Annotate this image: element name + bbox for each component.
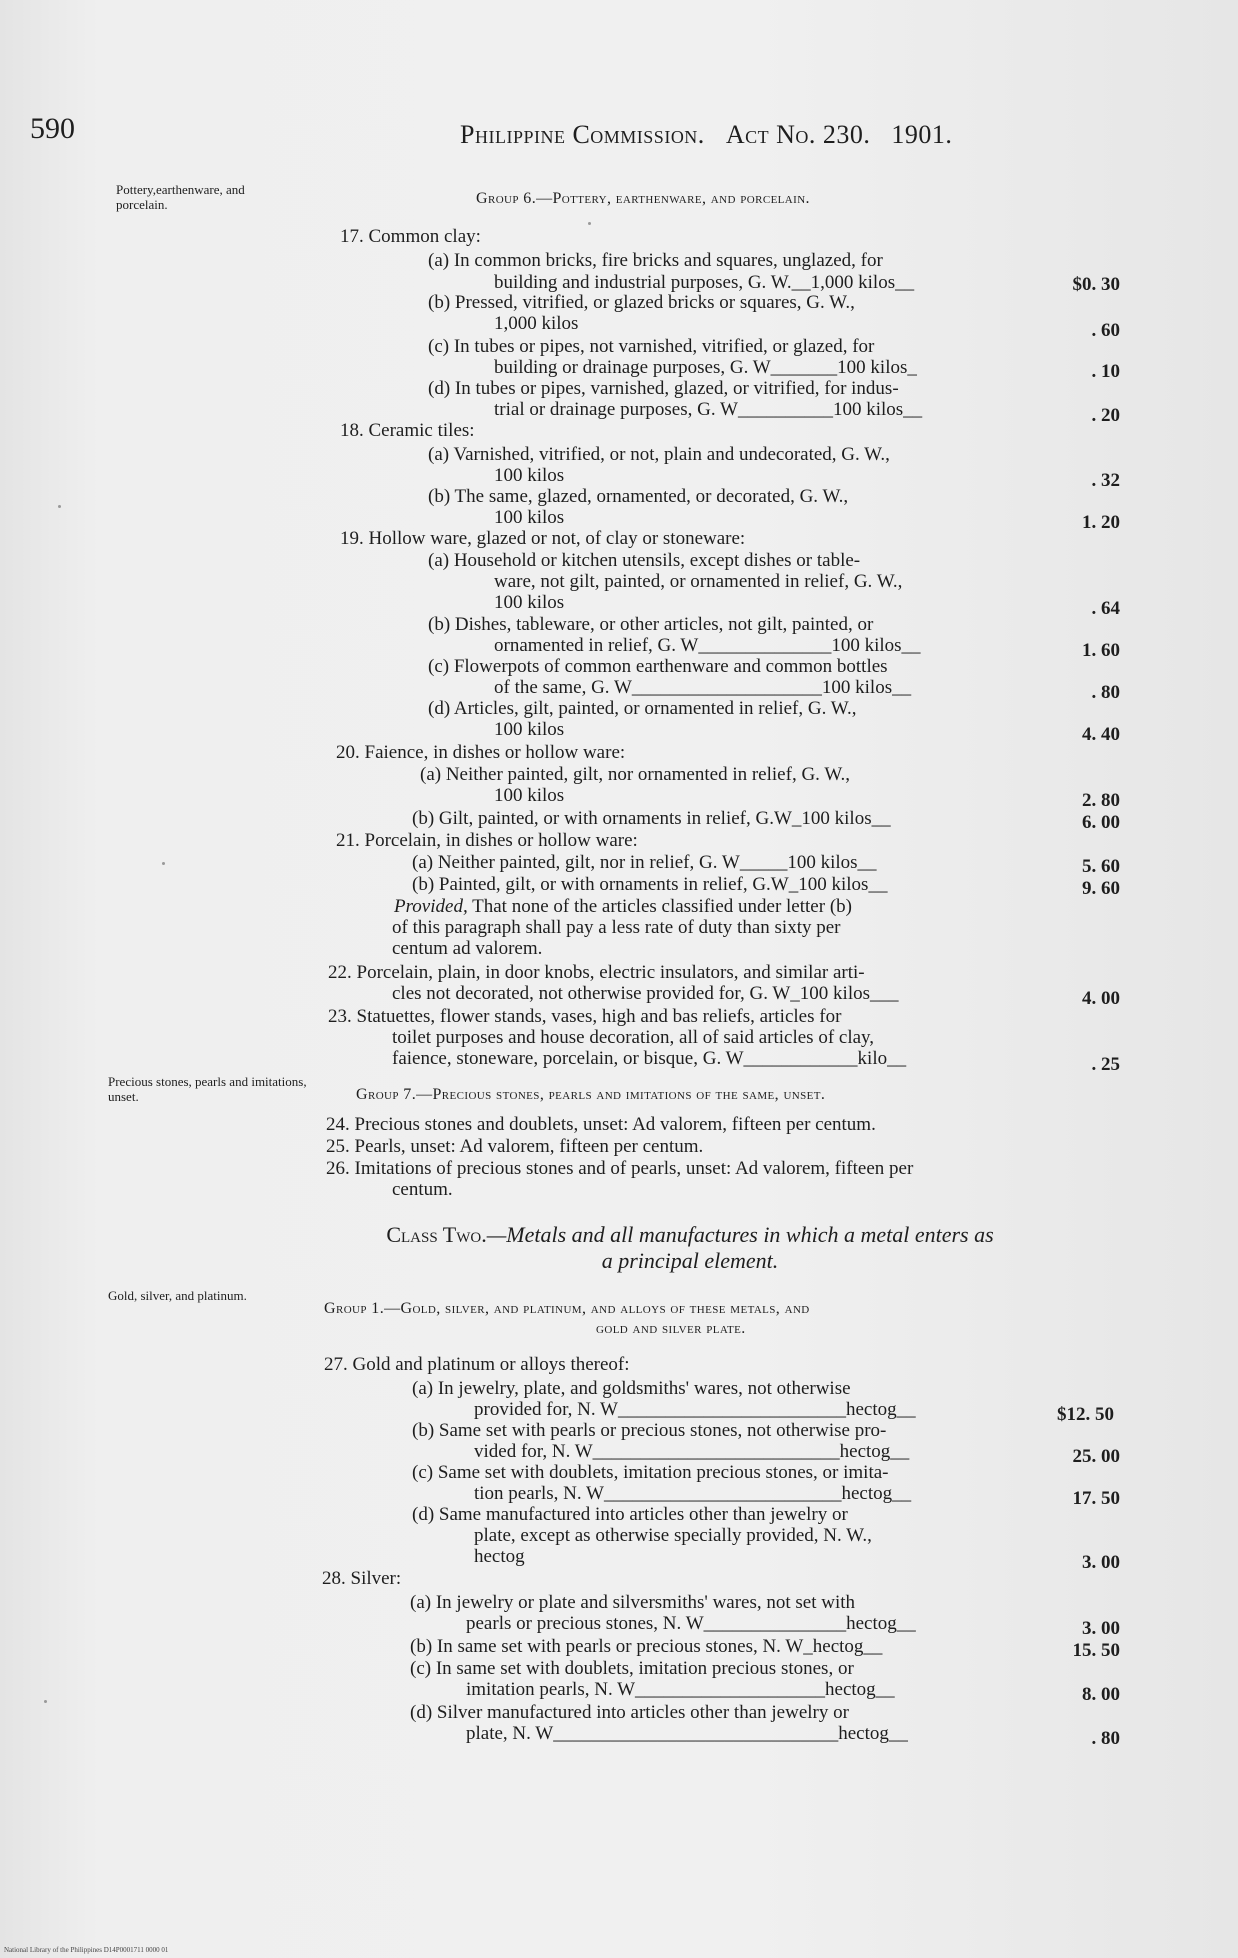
scan-speck (44, 1700, 47, 1703)
proviso-text-1: That none of the articles classified under letter (b) (472, 896, 852, 917)
scan-speck (588, 222, 591, 225)
running-head-year: 1901. (891, 120, 953, 149)
item-17c-rate: . 10 (1091, 361, 1120, 382)
item-27c-line2: tion pearls, N. W_________________________hectog__ (474, 1483, 912, 1504)
proviso-line3: centum ad valorem. (392, 938, 543, 959)
item-28b-line1: (b) In same set with pearls or precious stones, N. W_hectog__ (410, 1636, 883, 1657)
item-27: 27. Gold and platinum or alloys thereof: (324, 1354, 630, 1375)
running-head-title: Philippine Commission. (460, 120, 705, 149)
item-27a-rate: $12. 50 (1057, 1404, 1114, 1425)
item-27c-rate: 17. 50 (1072, 1488, 1120, 1509)
item-28: 28. Silver: (322, 1568, 402, 1589)
item-17d-rate: . 20 (1091, 405, 1120, 426)
item-19: 19. Hollow ware, glazed or not, of clay or stoneware: (340, 528, 746, 549)
item-19a-line2: ware, not gilt, painted, or ornamented in relief, G. W., (494, 571, 903, 592)
item-20a-rate: 2. 80 (1082, 790, 1120, 811)
group-7-heading: Group 7.—Precious stones, pearls and imitations of the same, unset. (356, 1086, 826, 1103)
running-head (460, 120, 952, 150)
item-24: 24. Precious stones and doublets, unset: Ad valorem, fifteen per centum. (326, 1114, 876, 1135)
item-17a-rate: $0. 30 (1072, 274, 1120, 295)
item-17a-line1: (a) In common bricks, fire bricks and squares, unglazed, for (428, 250, 883, 271)
proviso-line2: of this paragraph shall pay a less rate of duty than sixty per (392, 917, 841, 938)
item-20: 20. Faience, in dishes or hollow ware: (336, 742, 626, 763)
page-number: 590 (30, 112, 75, 145)
item-17b-line1: (b) Pressed, vitrified, or glazed bricks or squares, G. W., (428, 292, 855, 313)
item-27d-rate: 3. 00 (1082, 1552, 1120, 1573)
item-28a-rate: 3. 00 (1082, 1618, 1120, 1639)
item-18a-rate: . 32 (1091, 470, 1120, 491)
item-28c-line1: (c) In same set with doublets, imitation precious stones, or (410, 1658, 854, 1679)
item-28b-rate: 15. 50 (1072, 1640, 1120, 1661)
item-20b-line1: (b) Gilt, painted, or with ornaments in relief, G.W_100 kilos__ (412, 808, 891, 829)
item-18a-line1: (a) Varnished, vitrified, or not, plain and undecorated, G. W., (428, 444, 890, 465)
item-23-line1: 23. Statuettes, flower stands, vases, high and bas reliefs, articles for (328, 1006, 842, 1027)
item-19a-line1: (a) Household or kitchen utensils, except dishes or table- (428, 550, 861, 571)
item-17c-line1: (c) In tubes or pipes, not varnished, vitrified, or glazed, for (428, 336, 875, 357)
item-27b-rate: 25. 00 (1072, 1446, 1120, 1467)
item-23-line3: faience, stoneware, porcelain, or bisque, G. W____________kilo__ (392, 1048, 907, 1069)
scan-footer: National Library of the Philippines D14P0001711 0000 01 (4, 1946, 169, 1954)
item-19a-rate: . 64 (1091, 598, 1120, 619)
class-two-text-1: —Metals and all manufactures in which a metal enters as (486, 1222, 994, 1247)
item-17b-line2: 1,000 kilos (494, 313, 579, 334)
item-19c-line2: of the same, G. W____________________100 kilos__ (494, 677, 912, 698)
margin-note-precious: Precious stones, pearls and imitations, unset. (108, 1074, 307, 1104)
item-19c-line1: (c) Flowerpots of common earthenware and common bottles (428, 656, 888, 677)
item-17: 17. Common clay: (340, 226, 481, 247)
proviso-line1 (394, 896, 1054, 917)
item-27b-line2: vided for, N. W__________________________hectog__ (474, 1441, 910, 1462)
running-head-act: Act No. 230. (725, 120, 871, 149)
item-17d-line2: trial or drainage purposes, G. W__________100 kilos__ (494, 399, 923, 420)
item-28a-line2: pearls or precious stones, N. W_______________hectog__ (466, 1613, 916, 1634)
item-26-line2: centum. (392, 1179, 453, 1200)
item-21a-line1: (a) Neither painted, gilt, nor in relief, G. W_____100 kilos__ (412, 852, 877, 873)
item-17c-line2: building or drainage purposes, G. W_______100 kilos_ (494, 357, 917, 378)
item-21b-rate: 9. 60 (1082, 878, 1120, 899)
item-19d-line2: 100 kilos (494, 719, 565, 740)
item-20a-line1: (a) Neither painted, gilt, nor ornamented in relief, G. W., (420, 764, 851, 785)
item-26-line1: 26. Imitations of precious stones and of pearls, unset: Ad valorem, fifteen per (326, 1158, 914, 1179)
item-17d-line1: (d) In tubes or pipes, varnished, glazed, or vitrified, for indus- (428, 378, 899, 399)
item-17b-rate: . 60 (1091, 320, 1120, 341)
item-19b-line2: ornamented in relief, G. W______________100 kilos__ (494, 635, 921, 656)
item-20a-line2: 100 kilos (494, 785, 565, 806)
scan-speck (58, 505, 61, 508)
item-27b-line1: (b) Same set with pearls or precious stones, not otherwise pro- (412, 1420, 887, 1441)
item-18b-line2: 100 kilos (494, 507, 565, 528)
item-21a-rate: 5. 60 (1082, 856, 1120, 877)
item-27d-line2: plate, except as otherwise specially provided, N. W., (474, 1525, 872, 1546)
item-27a-line1: (a) In jewelry, plate, and goldsmiths' wares, not otherwise (412, 1378, 851, 1399)
item-19b-line1: (b) Dishes, tableware, or other articles, not gilt, painted, or (428, 614, 874, 635)
item-27d-line3: hectog (474, 1546, 525, 1567)
item-22-rate: 4. 00 (1082, 988, 1120, 1009)
group-6-heading: Group 6.—Pottery, earthenware, and porcelain. (476, 190, 810, 207)
item-18b-rate: 1. 20 (1082, 512, 1120, 533)
item-28c-rate: 8. 00 (1082, 1684, 1120, 1705)
class-two-heading (270, 1222, 1110, 1248)
class-two-group-1-heading-line2: gold and silver plate. (596, 1320, 746, 1337)
item-19a-line3: 100 kilos (494, 592, 565, 613)
item-20b-rate: 6. 00 (1082, 812, 1120, 833)
item-27a-line2: provided for, N. W________________________hectog__ (474, 1399, 916, 1420)
item-28c-line2: imitation pearls, N. W____________________hectog__ (466, 1679, 895, 1700)
item-25: 25. Pearls, unset: Ad valorem, fifteen per centum. (326, 1136, 704, 1157)
item-19d-rate: 4. 40 (1082, 724, 1120, 745)
item-28d-line1: (d) Silver manufactured into articles other than jewelry or (410, 1702, 849, 1723)
margin-note-gold: Gold, silver, and platinum. (108, 1288, 247, 1303)
item-17a-line2: building and industrial purposes, G. W.__1,000 kilos__ (494, 272, 915, 293)
item-28a-line1: (a) In jewelry or plate and silversmiths' wares, not set with (410, 1592, 856, 1613)
item-23-rate: . 25 (1091, 1054, 1120, 1075)
item-22-line2: cles not decorated, not otherwise provided for, G. W_100 kilos___ (392, 983, 899, 1004)
item-21b-line1: (b) Painted, gilt, or with ornaments in relief, G.W_100 kilos__ (412, 874, 888, 895)
item-23-line2: toilet purposes and house decoration, all of said articles of clay, (392, 1027, 875, 1048)
item-18b-line1: (b) The same, glazed, ornamented, or decorated, G. W., (428, 486, 849, 507)
item-27d-line1: (d) Same manufactured into articles other than jewelry or (412, 1504, 848, 1525)
item-19c-rate: . 80 (1091, 682, 1120, 703)
scan-speck (162, 862, 165, 865)
item-27c-line1: (c) Same set with doublets, imitation precious stones, or imita- (412, 1462, 889, 1483)
item-22-line1: 22. Porcelain, plain, in door knobs, electric insulators, and similar arti- (328, 962, 865, 983)
proviso-word: Provided, (394, 896, 468, 917)
margin-note-pottery: Pottery,earthenware, and porcelain. (116, 182, 245, 212)
item-18a-line2: 100 kilos (494, 465, 565, 486)
item-18: 18. Ceramic tiles: (340, 420, 475, 441)
class-two-label: Class Two. (386, 1222, 487, 1247)
class-two-text-2: a principal element. (601, 1248, 779, 1273)
item-28d-rate: . 80 (1091, 1728, 1120, 1749)
class-two-group-1-heading-line1: Group 1.—Gold, silver, and platinum, and alloys of these metals, and (324, 1300, 810, 1317)
item-28d-line2: plate, N. W______________________________hectog__ (466, 1723, 908, 1744)
item-21: 21. Porcelain, in dishes or hollow ware: (336, 830, 638, 851)
item-19b-rate: 1. 60 (1082, 640, 1120, 661)
item-19d-line1: (d) Articles, gilt, painted, or ornamented in relief, G. W., (428, 698, 857, 719)
